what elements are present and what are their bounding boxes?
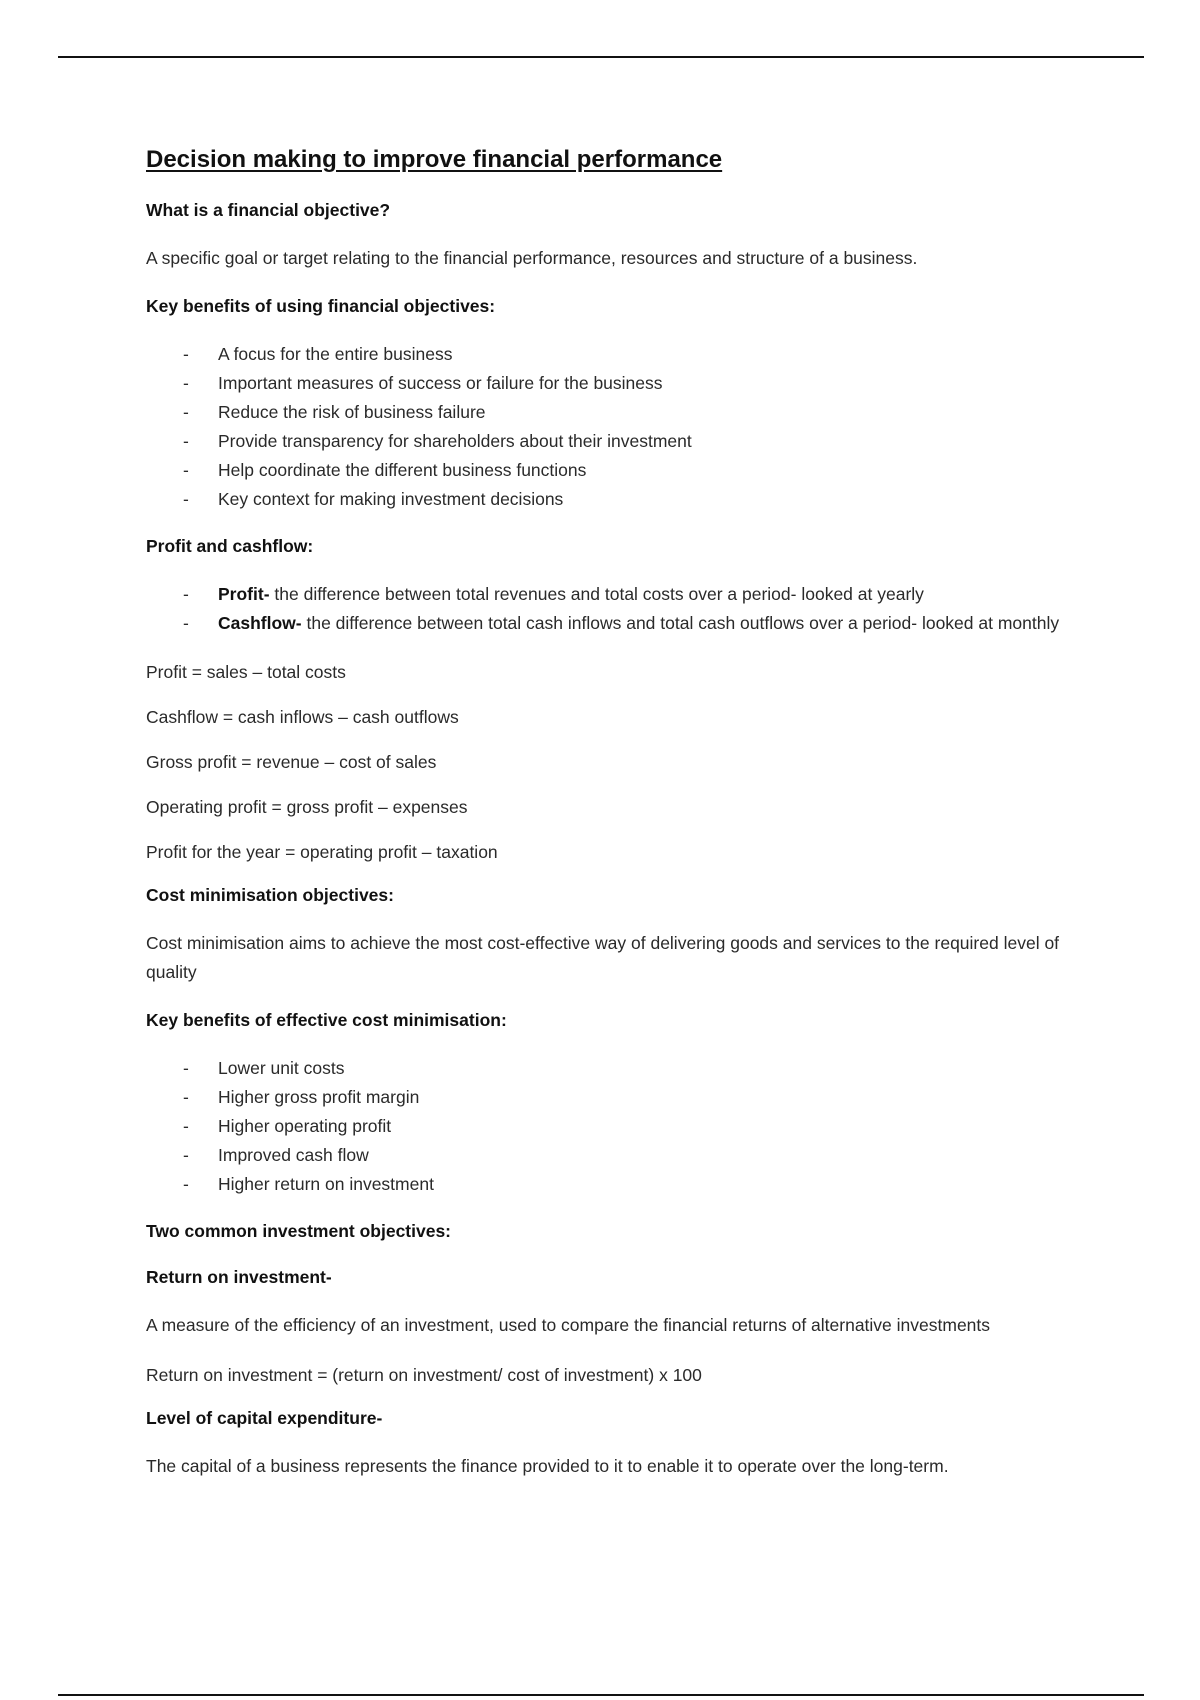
dash-marker: -	[183, 1087, 189, 1107]
profit-cashflow-heading: Profit and cashflow:	[146, 536, 314, 556]
profit-cashflow-list	[146, 580, 1066, 638]
top-rule	[58, 56, 1144, 58]
formula-operating-profit: Operating profit = gross profit – expenses	[146, 797, 468, 817]
page-title: Decision making to improve financial performance	[146, 146, 723, 173]
dash-marker: -	[183, 1145, 189, 1165]
dash-marker: -	[183, 584, 189, 604]
cost-minimisation-heading: Cost minimisation objectives:	[146, 885, 394, 905]
dash-marker: -	[183, 1058, 189, 1078]
cost-minimisation-text: Cost minimisation aims to achieve the most cost-effective way of delivering goods and services to the required level of quality	[146, 933, 1060, 982]
list-item: - Improved cash flow	[146, 1141, 1066, 1170]
list-item: - Higher return on investment	[146, 1170, 1066, 1199]
financial-objective-definition: A specific goal or target relating to the financial performance, resources and structure of a business.	[146, 248, 918, 268]
cost-benefits-heading: Key benefits of effective cost minimisation:	[146, 1010, 507, 1030]
roi-formula: Return on investment = (return on investment/ cost of investment) x 100	[146, 1365, 702, 1385]
dash-marker: -	[183, 373, 189, 393]
list-item: - Lower unit costs	[146, 1054, 1066, 1083]
list-item: - Higher operating profit	[146, 1112, 1066, 1141]
document-body	[146, 146, 1066, 1502]
dash-marker: -	[183, 431, 189, 451]
benefits-heading: Key benefits of using financial objectives:	[146, 296, 496, 316]
term-profit: Profit-	[218, 584, 270, 604]
formula-gross-profit: Gross profit = revenue – cost of sales	[146, 752, 437, 772]
list-item: - Cashflow- the difference between total cash inflows and total cash outflows over a period- looked at monthly	[146, 609, 1066, 638]
formula-cashflow: Cashflow = cash inflows – cash outflows	[146, 707, 459, 727]
list-item: - Important measures of success or failure for the business	[146, 369, 1066, 398]
formula-profit-for-year: Profit for the year = operating profit – taxation	[146, 842, 498, 862]
investment-objectives-heading: Two common investment objectives:	[146, 1221, 452, 1241]
list-item: - Profit- the difference between total revenues and total costs over a period- looked at yearly	[146, 580, 1066, 609]
capex-heading: Level of capital expenditure-	[146, 1408, 383, 1428]
list-item: - Key context for making investment decisions	[146, 485, 1066, 514]
term-cashflow: Cashflow-	[218, 613, 302, 633]
cost-benefits-list	[146, 1054, 1066, 1199]
dash-marker: -	[183, 1174, 189, 1194]
list-item: - Help coordinate the different business functions	[146, 456, 1066, 485]
capex-text: The capital of a business represents the finance provided to it to enable it to operate over the long-term.	[146, 1456, 949, 1476]
roi-text: A measure of the efficiency of an investment, used to compare the financial returns of alternative investments	[146, 1315, 991, 1335]
list-item: - Reduce the risk of business failure	[146, 398, 1066, 427]
list-item: - Provide transparency for shareholders about their investment	[146, 427, 1066, 456]
financial-objective-question: What is a financial objective?	[146, 200, 391, 220]
list-item: - Higher gross profit margin	[146, 1083, 1066, 1112]
formula-profit: Profit = sales – total costs	[146, 662, 346, 682]
dash-marker: -	[183, 613, 189, 633]
dash-marker: -	[183, 344, 189, 364]
dash-marker: -	[183, 489, 189, 509]
bottom-rule	[58, 1694, 1144, 1696]
dash-marker: -	[183, 1116, 189, 1136]
dash-marker: -	[183, 460, 189, 480]
benefits-list	[146, 340, 1066, 514]
list-item: - A focus for the entire business	[146, 340, 1066, 369]
dash-marker: -	[183, 402, 189, 422]
roi-heading: Return on investment-	[146, 1267, 332, 1287]
